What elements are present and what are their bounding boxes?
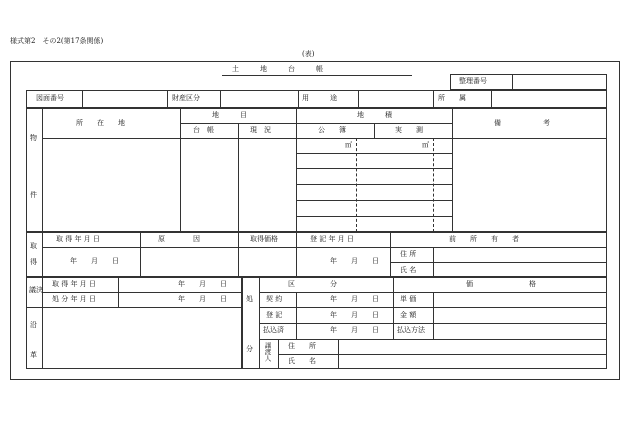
acquisition-price-header: 取得価格 — [250, 235, 278, 243]
registration-date-value: 年 月 日 — [330, 257, 379, 265]
previous-owner-address-label: 住 所 — [400, 250, 417, 258]
disposal-label-1: 処 — [246, 295, 253, 303]
resolution-acquisition-date-value: 年 月 日 — [178, 280, 227, 288]
resolution-disposal-date-label: 処 分 年 月 日 — [52, 295, 96, 303]
disposal-category-header: 区 分 — [288, 280, 337, 288]
department-label: 所 属 — [438, 94, 466, 102]
resolution-label: 議決 — [29, 286, 43, 294]
surveyed-area-header: 実 測 — [395, 126, 423, 134]
acquisition-cause-header: 原 因 — [158, 235, 200, 243]
acquisition-date-value: 年 月 日 — [70, 257, 119, 265]
registration-label: 登 記 — [266, 311, 283, 319]
serial-number-label: 整理番号 — [459, 77, 487, 85]
amount-label: 金 額 — [400, 311, 417, 319]
transferee-label: 譲渡人 — [263, 342, 272, 362]
asset-class-label: 財産区分 — [172, 94, 200, 102]
contract-label: 契 約 — [266, 295, 283, 303]
land-category-header: 地 目 — [212, 111, 247, 119]
map-number-label: 図面番号 — [36, 94, 64, 102]
location-header: 所 在 地 — [76, 119, 125, 127]
disposal-price-header: 価 格 — [466, 280, 536, 288]
transferee-address-label: 住 所 — [288, 342, 316, 350]
payment-method-label: 払込方法 — [397, 326, 425, 334]
history-label-1: 沿 — [30, 321, 37, 329]
unit-price-label: 単 価 — [400, 295, 417, 303]
acquisition-label-2: 得 — [30, 258, 37, 266]
contract-date-value: 年 月 日 — [330, 295, 379, 303]
property-label-1: 物 — [30, 134, 37, 142]
paid-label: 払込済 — [263, 326, 284, 334]
previous-owner-header: 前 所 有 者 — [449, 235, 519, 243]
area-unit-2: ㎡ — [422, 141, 429, 149]
registration-date-header: 登 記 年 月 日 — [310, 235, 354, 243]
paid-date-value: 年 月 日 — [330, 326, 379, 334]
transferee-name-label: 氏 名 — [288, 357, 316, 365]
ledger-title: 土 地 台 帳 — [232, 65, 323, 73]
area-unit-1: ㎡ — [345, 141, 352, 149]
ledger-category-header: 台 帳 — [193, 126, 214, 134]
resolution-disposal-date-value: 年 月 日 — [178, 295, 227, 303]
history-label-2: 革 — [30, 351, 37, 359]
resolution-history-table — [26, 277, 242, 369]
acquisition-date-header: 取 得 年 月 日 — [56, 235, 100, 243]
area-header: 地 積 — [357, 111, 392, 119]
table-mark: (表) — [302, 50, 315, 58]
acquisition-label-1: 取 — [30, 242, 37, 250]
registration-date-value: 年 月 日 — [330, 311, 379, 319]
property-label-2: 件 — [30, 191, 37, 199]
use-label: 用 途 — [302, 94, 337, 102]
form-number: 様式第2 その2(第17条関係) — [10, 37, 104, 45]
title-underline — [222, 75, 412, 76]
registry-area-header: 公 簿 — [318, 126, 346, 134]
disposal-label-2: 分 — [246, 345, 253, 353]
current-category-header: 現 況 — [250, 126, 271, 134]
previous-owner-name-label: 氏 名 — [400, 266, 417, 274]
remarks-header: 備 考 — [494, 119, 550, 127]
resolution-acquisition-date-label: 取 得 年 月 日 — [52, 280, 96, 288]
